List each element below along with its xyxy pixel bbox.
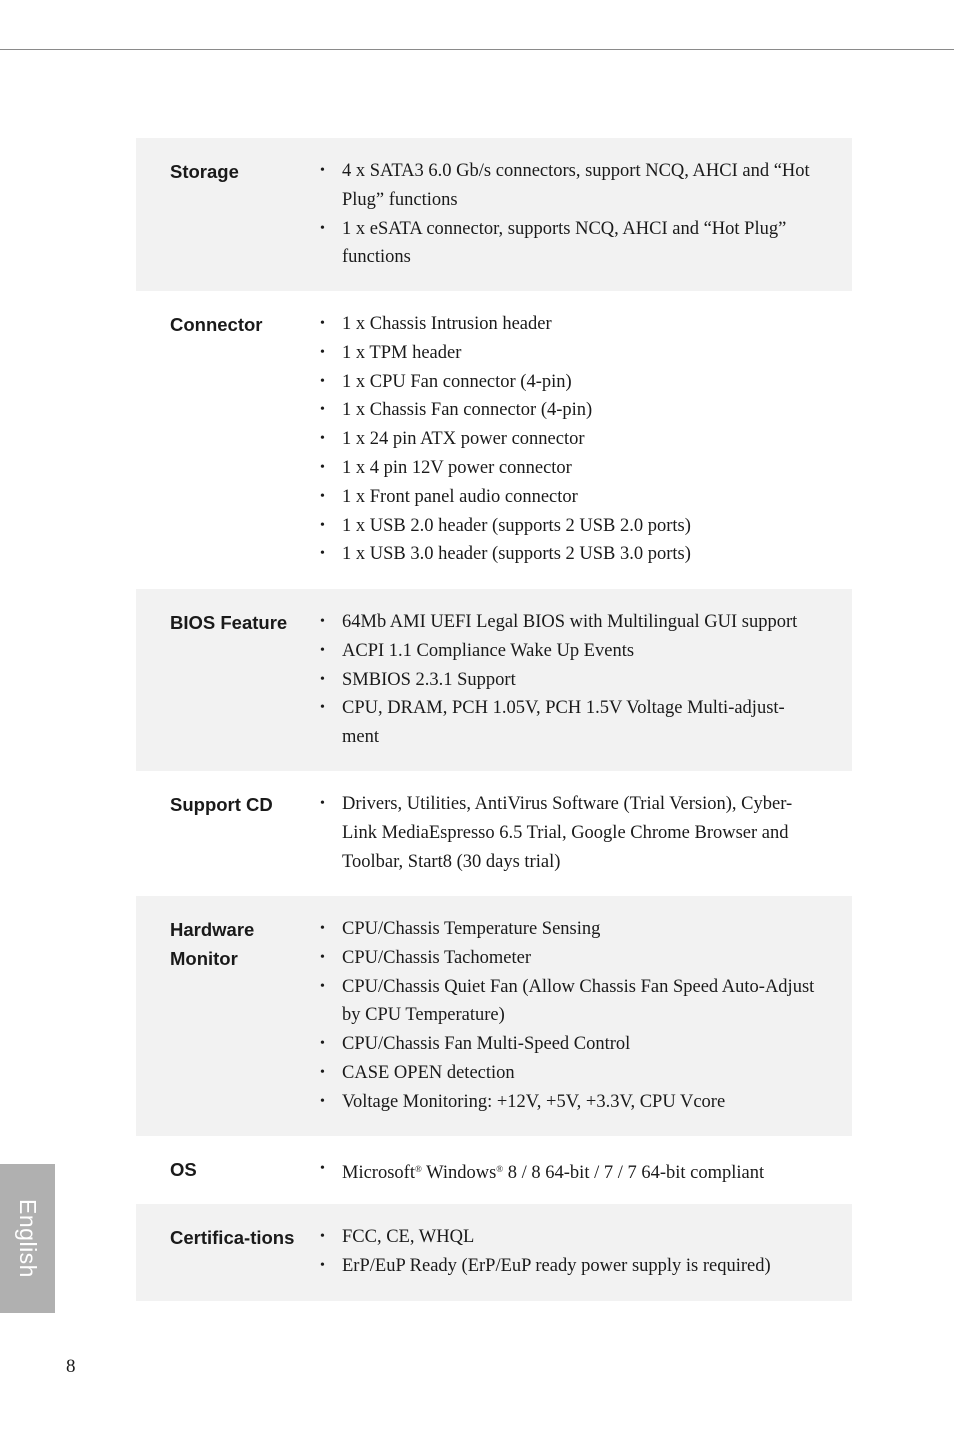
spec-list-hardware-monitor [320, 915, 820, 1117]
list-item: • 1 x TPM header [320, 339, 820, 368]
list-item: • Drivers, Utilities, AntiVirus Software (Trial Version), Cyber-Link MediaEspresso 6.5 Trial, Google Chrome Browser and Toolbar, Start8 (30 days trial) [320, 790, 820, 876]
bullet-icon: • [320, 517, 325, 533]
bullet-icon: • [320, 316, 325, 331]
list-item: • CPU/Chassis Quiet Fan (Allow Chassis Fan Speed Auto-Adjust by CPU Temperature) [320, 973, 820, 1031]
language-label: English [15, 1199, 41, 1278]
spec-list-os [320, 1155, 820, 1188]
spec-row-storage [136, 138, 852, 291]
spec-list-certifications [320, 1223, 820, 1281]
list-item: • 1 x 4 pin 12V power connector [320, 454, 820, 483]
spec-label-connector: Connector [170, 314, 263, 335]
bullet-icon: • [320, 402, 325, 418]
list-item: • CPU, DRAM, PCH 1.05V, PCH 1.5V Voltage Multi-adjust-ment [320, 694, 820, 752]
bullet-icon: • [320, 796, 325, 811]
list-item: • FCC, CE, WHQL [320, 1223, 820, 1252]
list-item: • Voltage Monitoring: +12V, +5V, +3.3V, CPU Vcore [320, 1088, 820, 1117]
list-item: • CPU/Chassis Temperature Sensing [320, 915, 820, 944]
list-item: • 1 x Chassis Intrusion header [320, 310, 820, 339]
bullet-icon: • [320, 1064, 325, 1080]
bullet-icon: • [320, 949, 325, 965]
bullet-icon: • [320, 163, 325, 178]
spec-label-bios-feature: BIOS Feature [170, 612, 288, 633]
bullet-icon: • [320, 373, 325, 389]
bullet-icon: • [320, 642, 325, 658]
list-item: • 1 x USB 3.0 header (supports 2 USB 3.0 ports) [320, 540, 820, 569]
list-item: • 1 x Front panel audio connector [320, 483, 820, 512]
spec-row-connector [136, 291, 852, 589]
list-item: • 1 x eSATA connector, supports NCQ, AHCI and “Hot Plug” functions [320, 215, 820, 273]
bullet-icon: • [320, 700, 325, 716]
list-item: • 1 x USB 2.0 header (supports 2 USB 2.0 ports) [320, 512, 820, 541]
bullet-icon: • [320, 344, 325, 360]
spec-table [136, 138, 852, 1301]
list-item: • CPU/Chassis Tachometer [320, 944, 820, 973]
bullet-icon: • [320, 488, 325, 504]
bullet-icon: • [320, 1093, 325, 1109]
list-item: • CASE OPEN detection [320, 1059, 820, 1088]
bullet-icon: • [320, 459, 325, 475]
list-item: • 1 x Chassis Fan connector (4-pin) [320, 396, 820, 425]
bullet-icon: • [320, 1036, 325, 1052]
list-item: • 4 x SATA3 6.0 Gb/s connectors, support NCQ, AHCI and “Hot Plug” functions [320, 157, 820, 215]
spec-label-hardware-monitor: Hardware Monitor [170, 919, 255, 969]
list-item: • 64Mb AMI UEFI Legal BIOS with Multilingual GUI support [320, 608, 820, 637]
os-item-text: Microsoft® Windows® 8 / 8 64-bit / 7 / 7 64-bit compliant [342, 1163, 765, 1183]
bullet-icon: • [320, 921, 325, 936]
list-item: • CPU/Chassis Fan Multi-Speed Control [320, 1030, 820, 1059]
list-item: • 1 x CPU Fan connector (4-pin) [320, 368, 820, 397]
spec-list-connector [320, 310, 820, 569]
bullet-icon: • [320, 1229, 325, 1244]
bullet-icon: • [320, 220, 325, 236]
spec-list-storage [320, 157, 820, 272]
list-item: • 1 x 24 pin ATX power connector [320, 425, 820, 454]
spec-label-os: OS [170, 1159, 197, 1180]
list-item [320, 1155, 820, 1188]
spec-list-bios-feature [320, 608, 820, 752]
list-item: • SMBIOS 2.3.1 Support [320, 666, 820, 695]
spec-label-support-cd: Support CD [170, 794, 273, 815]
spec-row-hardware-monitor [136, 896, 852, 1136]
bullet-icon: • [320, 671, 325, 687]
list-item: • ACPI 1.1 Compliance Wake Up Events [320, 637, 820, 666]
bullet-icon: • [320, 978, 325, 994]
bullet-icon: • [320, 546, 325, 562]
bullet-icon: • [320, 614, 325, 629]
page-number: 8 [66, 1356, 76, 1377]
spec-row-support-cd [136, 771, 852, 896]
spec-label-storage: Storage [170, 161, 239, 182]
top-rule [0, 49, 954, 50]
language-side-tab [0, 1164, 55, 1313]
spec-row-certifications [136, 1204, 852, 1301]
bullet-icon: • [320, 431, 325, 447]
bullet-icon: • [320, 1257, 325, 1273]
spec-list-support-cd [320, 790, 820, 876]
list-item: • ErP/EuP Ready (ErP/EuP ready power supply is required) [320, 1252, 820, 1281]
spec-row-os [136, 1136, 852, 1204]
bullet-icon: • [320, 1161, 325, 1176]
spec-label-certifications: Certifica-tions [170, 1227, 295, 1248]
spec-row-bios-feature [136, 589, 852, 771]
